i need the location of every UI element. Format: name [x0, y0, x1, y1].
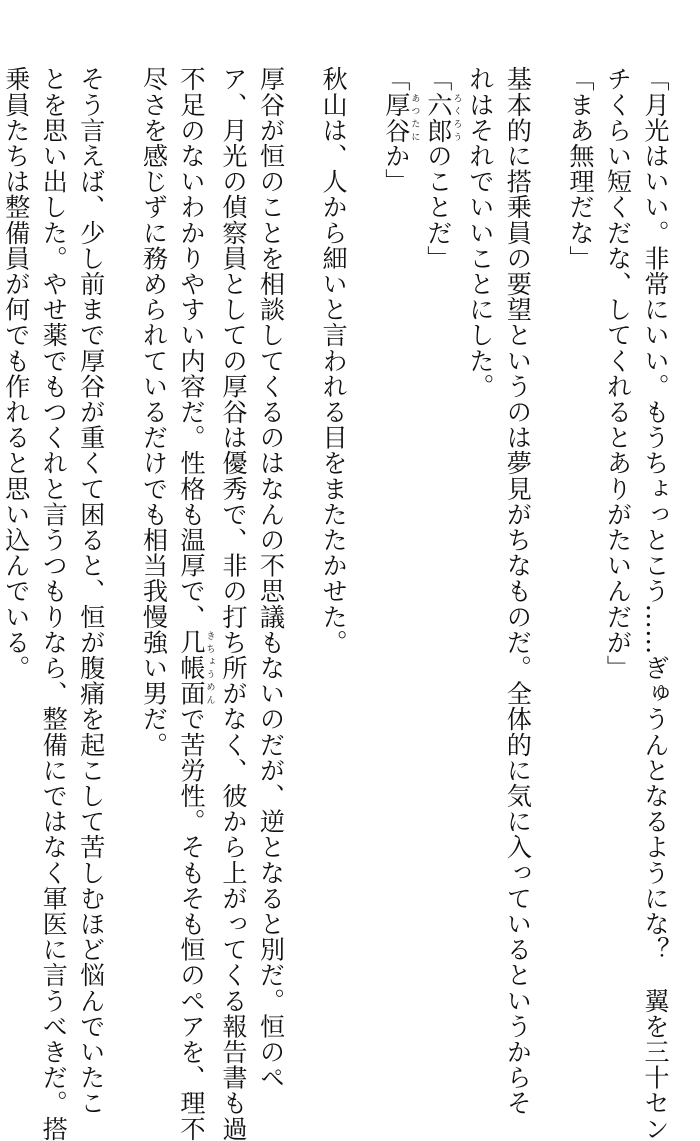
ruby-reading: ろくろう [451, 91, 462, 143]
text-line-7 [377, 66, 419, 966]
text-line-14: とを思い出した。やせ薬でもつくれと言うつもりなら、整備にではなく軍医に言うべきだ。搭 [39, 66, 69, 1141]
text-segment: 「 [423, 66, 453, 92]
text-line-12: 尽さを感じずに務められているだけでも相当我慢強い男だ。 [139, 66, 169, 758]
ruby-reading: きちょうめん [204, 629, 215, 706]
text-segment: のことだ」 [423, 142, 453, 271]
text-line-9: 厚谷が恒のことを相談してくるのはなんの不思議もないのだが、逆となると別だ。恒のペ [256, 66, 286, 1090]
text-segment: 「 [381, 66, 411, 92]
text-segment: で苦労性。そもそも恒のペアを、理不 [176, 706, 206, 1141]
text-line-10: ア、月光の偵察員としての厚谷は優秀で、非の打ち所がなく、彼から上がってくる報告書も過 [218, 66, 248, 1141]
text-line-5: れはそれでいいことにした。 [465, 66, 495, 399]
text-line-6 [419, 66, 461, 966]
ruby-word [381, 91, 420, 143]
text-segment: か」 [381, 142, 411, 195]
text-line-13: そう言えば、少し前まで厚谷が重くて困ると、恒が腹痛を起こして苦しむほど悩んでいたこ [76, 66, 106, 1116]
ruby-base: 六郎 [423, 91, 453, 143]
ruby-reading: あつたに [409, 91, 420, 143]
text-line-3: 「まあ無理だな」 [566, 66, 595, 271]
text-line-2: チくらい短くだな、してくれるとありがたいんだが」 [603, 66, 633, 681]
vertical-text-body [0, 66, 674, 1141]
text-line-15: 乗員たちは整備員が何でも作れると思い込んでいる。 [1, 66, 31, 681]
text-line-4: 基本的に搭乗員の要望というのは夢見がちなものだ。全体的に気に入っているというからそ [503, 66, 533, 1116]
ruby-word [423, 91, 462, 143]
ruby-word [176, 629, 215, 707]
ruby-base: 厚谷 [381, 91, 411, 143]
text-segment: 不足のないわかりやすい内容だ。性格も温厚で、 [176, 66, 206, 630]
text-line-1: 「月光はいい。非常にいい。もうちょっとこう……ぎゅうんとなるようにな？ 翼を三十セン [641, 66, 670, 1141]
ruby-base: 几帳面 [176, 629, 206, 707]
text-line-11 [172, 66, 215, 1141]
text-line-8: 秋山は、人から細いと言われる目をまたたかせた。 [319, 66, 349, 655]
